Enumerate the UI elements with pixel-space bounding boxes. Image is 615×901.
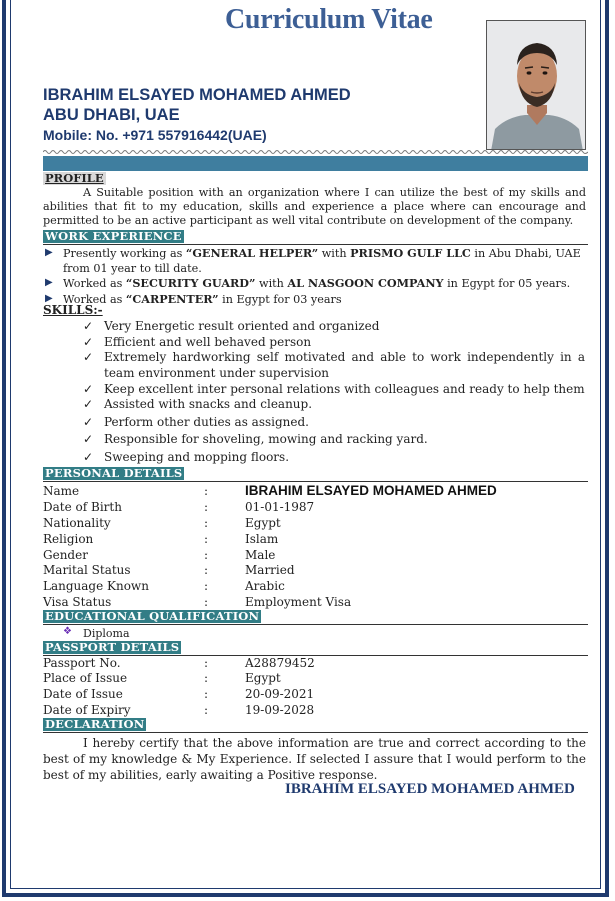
detail-value: Employment Visa: [245, 595, 352, 609]
section-rule: [43, 624, 588, 625]
candidate-mobile: Mobile: No. +971 557916442(UAE): [43, 127, 267, 143]
checkmark-icon: ✓: [83, 450, 94, 464]
detail-value: 19-09-2028: [245, 703, 315, 717]
detail-separator: :: [204, 595, 209, 609]
declaration-text: I hereby certify that the above information are true and correct according to the best of my knowledge & My Experience. If selected I assure that I would perform to the best of my abilities, early awaiting a Positive response.: [43, 736, 586, 782]
work-item: [43, 246, 588, 276]
skills-heading: SKILLS:-: [43, 303, 103, 317]
work-company: PRISMO GULF LLC: [350, 246, 471, 260]
work-experience-list: [43, 246, 588, 307]
skill-item: [83, 415, 585, 431]
skill-item: [83, 319, 585, 335]
detail-label: Place of Issue: [43, 671, 128, 685]
work-item-text: Presently working as: [63, 247, 186, 260]
profile-photo: [486, 20, 586, 150]
skill-item: [83, 397, 585, 413]
detail-label: Passport No.: [43, 656, 121, 670]
detail-label: Date of Birth: [43, 500, 122, 514]
skill-text: Keep excellent inter personal relations with colleagues and ready to help them: [104, 382, 585, 396]
education-heading: EDUCATIONAL QUALIFICATION: [45, 609, 260, 623]
passport-details-heading: PASSPORT DETAILS: [45, 640, 180, 654]
detail-value: Islam: [245, 532, 279, 546]
detail-label: Religion: [43, 532, 94, 546]
detail-separator: :: [204, 500, 209, 514]
detail-label: Visa Status: [43, 595, 112, 609]
detail-row: [43, 594, 588, 610]
detail-value: Arabic: [245, 579, 285, 593]
skill-text: Responsible for shoveling, mowing and racking yard.: [104, 432, 428, 446]
skill-item: [83, 335, 585, 351]
work-experience-heading: WORK EXPERIENCE: [45, 229, 182, 243]
section-rule: [43, 481, 588, 482]
detail-value: IBRAHIM ELSAYED MOHAMED AHMED: [245, 483, 497, 498]
detail-row: [43, 578, 588, 594]
document-title: Curriculum Vitae: [225, 4, 433, 35]
detail-value: A28879452: [245, 656, 315, 670]
skill-item: [83, 350, 585, 381]
arrow-bullet-icon: ▶: [45, 247, 53, 258]
detail-row: [43, 547, 588, 563]
detail-separator: :: [204, 548, 209, 562]
checkmark-icon: ✓: [83, 382, 94, 396]
detail-separator: :: [204, 579, 209, 593]
header-contact: [43, 85, 351, 145]
diamond-bullet-icon: ❖: [63, 626, 72, 637]
work-item: [43, 276, 588, 292]
checkmark-icon: ✓: [83, 319, 94, 333]
detail-label: Name: [43, 484, 80, 498]
work-item-text: with: [318, 247, 351, 260]
skill-item: [83, 450, 585, 466]
work-item-text: in Abu Dhabi, UAE from 01 year to till date.: [63, 247, 581, 275]
detail-row: [43, 483, 588, 499]
arrow-bullet-icon: ▶: [45, 277, 53, 288]
section-rule: [43, 244, 588, 245]
detail-separator: :: [204, 563, 209, 577]
detail-row: [43, 702, 588, 718]
detail-value: Egypt: [245, 671, 281, 685]
skill-text: Efficient and well behaved person: [104, 335, 312, 349]
profile-text: A Suitable position with an organization where I can utilize the best of my skills and abilities that fit to my education, skills and experience a place where can encourage and permitted to be an active participant as well vital contribute on development of the company.: [43, 186, 586, 228]
detail-value: Married: [245, 563, 295, 577]
header-divider-bar: [43, 156, 588, 171]
decorative-wave-divider: [43, 149, 588, 155]
detail-separator: :: [204, 532, 209, 546]
work-item: [43, 292, 588, 308]
detail-row: [43, 670, 588, 686]
detail-row: [43, 515, 588, 531]
detail-separator: :: [204, 484, 209, 498]
detail-label: Nationality: [43, 516, 111, 530]
work-item-text: Worked as: [63, 277, 126, 290]
skill-text: Extremely hardworking self motivated and able to work independently in a team environment under supervision: [104, 350, 585, 380]
detail-separator: :: [204, 671, 209, 685]
checkmark-icon: ✓: [83, 397, 94, 411]
detail-row: [43, 686, 588, 702]
detail-separator: :: [204, 656, 209, 670]
checkmark-icon: ✓: [83, 335, 94, 349]
candidate-name: IBRAHIM ELSAYED MOHAMED AHMED: [43, 86, 351, 104]
section-rule: [43, 732, 588, 733]
skill-text: Sweeping and mopping floors.: [104, 450, 290, 464]
skill-item: [83, 382, 585, 398]
detail-value: Egypt: [245, 516, 281, 530]
detail-label: Language Known: [43, 579, 149, 593]
work-role: “GENERAL HELPER”: [185, 246, 319, 260]
detail-row: [43, 562, 588, 578]
detail-label: Date of Expiry: [43, 703, 131, 717]
declaration-heading: DECLARATION: [45, 717, 145, 731]
work-role: “SECURITY GUARD”: [125, 276, 256, 290]
detail-separator: :: [204, 516, 209, 530]
skill-text: Assisted with snacks and cleanup.: [104, 397, 313, 411]
detail-separator: :: [204, 687, 209, 701]
work-company: AL NASGOON COMPANY: [287, 276, 444, 290]
personal-details-heading: PERSONAL DETAILS: [45, 466, 183, 480]
detail-row: [43, 531, 588, 547]
education-text: Diploma: [83, 627, 130, 640]
work-item-text: in Egypt for 03 years: [218, 292, 342, 306]
work-item-text: Worked as: [63, 292, 126, 306]
detail-label: Gender: [43, 548, 88, 562]
candidate-location: ABU DHABI, UAE: [43, 106, 180, 124]
work-item-text: with: [255, 277, 288, 290]
profile-heading: PROFILE: [45, 171, 104, 185]
arrow-bullet-icon: ▶: [45, 292, 53, 304]
detail-value: 01-01-1987: [245, 500, 315, 514]
detail-value: 20-09-2021: [245, 687, 315, 701]
skill-text: Perform other duties as assigned.: [104, 415, 309, 429]
work-role: “CARPENTER”: [125, 291, 219, 306]
detail-value: Male: [245, 548, 276, 562]
detail-row: [43, 499, 588, 515]
detail-row: [43, 655, 588, 671]
detail-label: Marital Status: [43, 563, 131, 577]
detail-separator: :: [204, 703, 209, 717]
checkmark-icon: ✓: [83, 415, 94, 429]
skill-item: [83, 432, 585, 448]
work-item-text: in Egypt for 05 years.: [443, 277, 571, 290]
checkmark-icon: ✓: [83, 350, 94, 364]
checkmark-icon: ✓: [83, 432, 94, 446]
skill-text: Very Energetic result oriented and organized: [104, 319, 380, 333]
detail-label: Date of Issue: [43, 687, 123, 701]
signature-name: IBRAHIM ELSAYED MOHAMED AHMED: [285, 781, 575, 797]
